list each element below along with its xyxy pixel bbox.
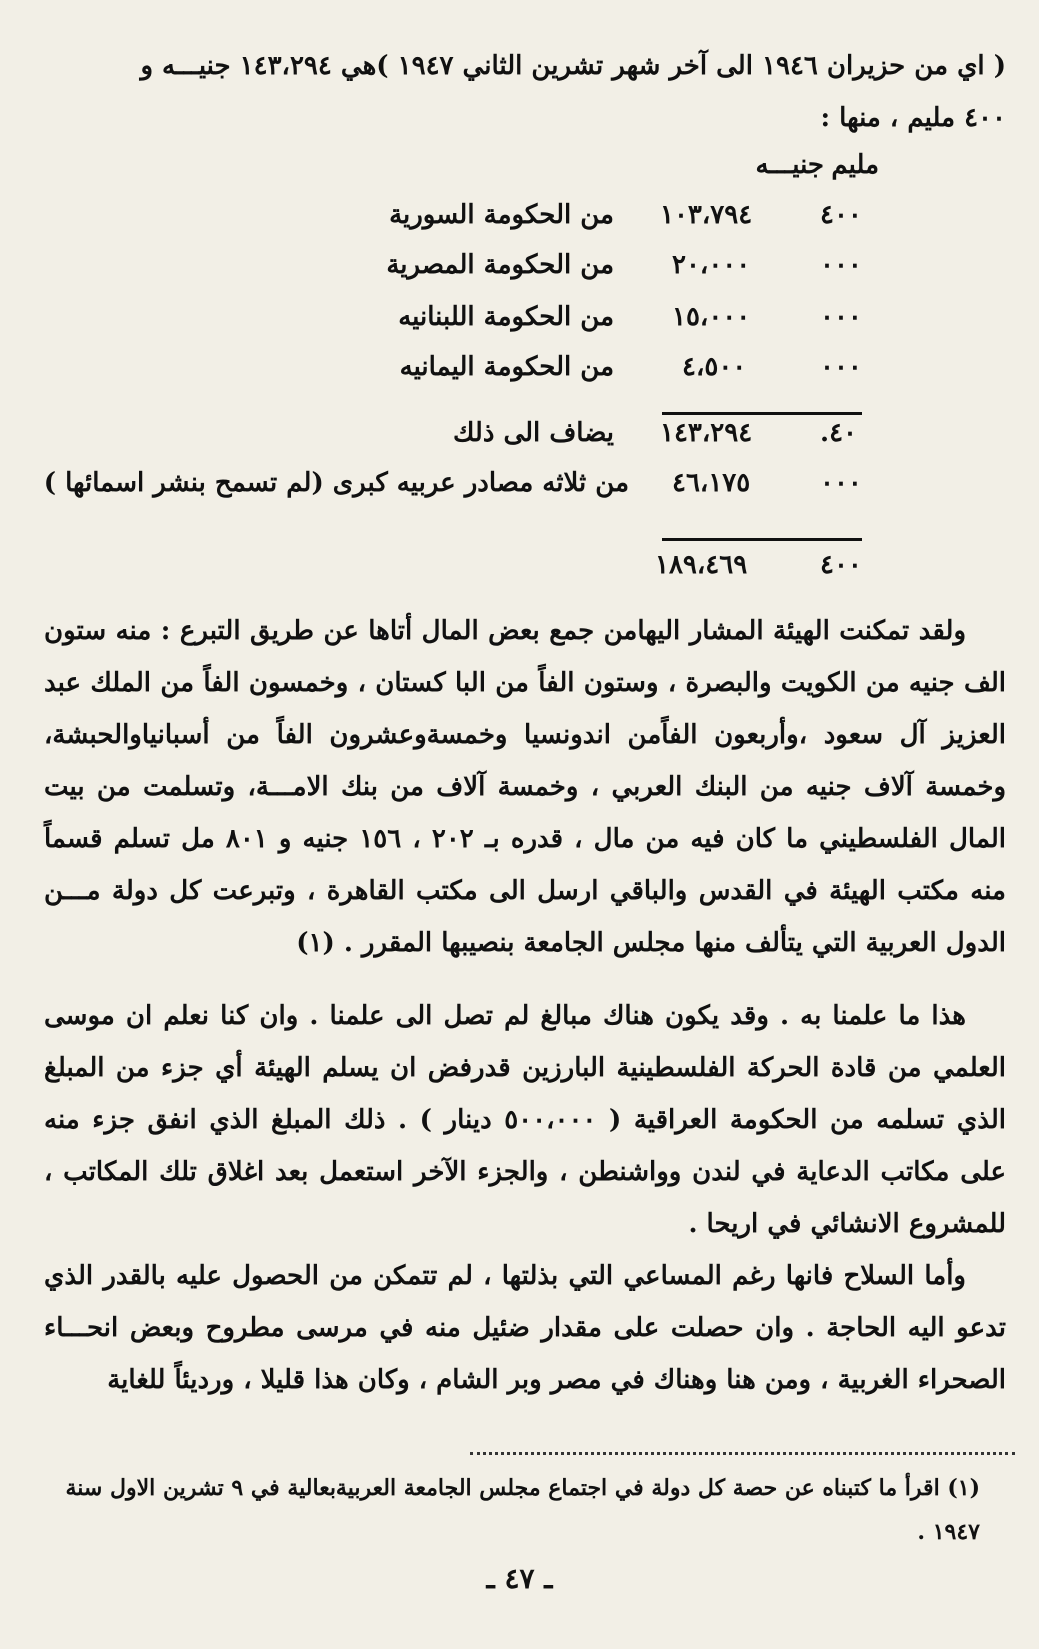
footnote: (١) اقرأ ما كتبناه عن حصة كل دولة في اجتماع مجلس الجامعة العربيةبعالية في ٩ تشرين الاول سنة ١٩٤٧ .	[65, 1475, 980, 1545]
row-pound: ١٠٣،٧٩٤	[660, 200, 753, 230]
row-millim: ٤٠٠	[820, 200, 862, 230]
page-number: ـ ٤٧ ـ	[486, 1562, 553, 1595]
header-millim: مليم	[831, 150, 879, 180]
row-millim: ٠٠٠	[820, 302, 862, 332]
row-label: من الحكومة المصرية	[386, 250, 614, 280]
extra-millim: ٠٠٠	[820, 468, 862, 498]
row-label: من الحكومة اللبنانيه	[398, 302, 614, 332]
extra-label: من ثلاثه مصادر عربيه كبرى (لم تسمح بنشر اسمائها )	[43, 468, 629, 498]
total-rule	[662, 538, 862, 541]
body-paragraph: وأما السلاح فانها رغم المساعي التي بذلتها ، لم تتمكن من الحصول عليه بالقدر الذي تدعو اليه الحاجة . وان حصلت على مقدار ضئيل منه في مرسى مطروح وبعض انحـــاء الصحراء الغربية ، ومن هنا وهناك في مصر وبر الشام ، وكان هذا قليلا ، ورديئاً للغاية	[44, 1261, 1006, 1395]
subtotal-rule	[662, 412, 862, 415]
row-pound: ٢٠،٠٠٠	[672, 250, 751, 280]
body-paragraph: هذا ما علمنا به . وقد يكون هناك مبالغ لم تصل الى علمنا . وان كنا نعلم ان موسى العلمي من قادة الحركة الفلسطينية البارزين قدرفض ان يسلم الهيئة أي جزء من المبلغ الذي تسلمه من الحكومة العراقية ( ٥٠٠،٠٠٠ دينار ) . ذلك المبلغ الذي انفق جزء منه على مكاتب الدعاية في لندن وواشنطن ، والجزء الآخر استعمل بعد اغلاق تلك المكاتب ، للمشروع الانشائي في اريحا .	[44, 1001, 1006, 1239]
total-millim: ٤٠٠	[820, 550, 862, 580]
row-millim: ٠٠٠	[820, 352, 862, 382]
intro-line-2: ٤٠٠ مليم ، منها :	[820, 103, 1006, 133]
intro-line-1: ( اي من حزيران ١٩٤٦ الى آخر شهر تشرين الثاني ١٩٤٧ )هي ١٤٣،٢٩٤ جنيـــه و	[140, 51, 1006, 81]
row-pound: ٤،٥٠٠	[682, 352, 747, 382]
subtotal-label: يضاف الى ذلك	[453, 418, 614, 448]
row-label: من الحكومة اليمانيه	[399, 352, 614, 382]
total-pound: ١٨٩،٤٦٩	[655, 550, 748, 580]
row-label: من الحكومة السورية	[389, 200, 614, 230]
row-millim: ٠٠٠	[820, 250, 862, 280]
extra-pound: ٤٦،١٧٥	[672, 468, 751, 498]
subtotal-millim: ٤٠.	[820, 418, 857, 448]
header-pound: جنيـــه	[755, 150, 824, 180]
row-pound: ١٥،٠٠٠	[672, 302, 751, 332]
subtotal-pound: ١٤٣،٢٩٤	[660, 418, 753, 448]
footnote-separator	[470, 1452, 1015, 1455]
body-paragraph: ولقد تمكنت الهيئة المشار اليهامن جمع بعض المال أتاها عن طريق التبرع : منه ستون الف جنيه من الكويت والبصرة ، وستون الفاً من البا كستان ، وخمسون الفاً من الملك عبد العزيز آل سعود ،وأربعون الفاًمن اندونسيا وخمسةوعشرون الفاً من أسبانياوالحبشة، وخمسة آلاف جنيه من البنك العربي ، وخمسة آلاف من بنك الامـــة، وتسلمت من بيت المال الفلسطيني ما كان فيه من مال ، قدره بـ ٢٠٢ ، ١٥٦ جنيه و ٨٠١ مل تسلم قسماً منه مكتب الهيئة في القدس والباقي ارسل الى مكتب القاهرة ، وتبرعت كل دولة مـــن الدول العربية التي يتألف منها مجلس الجامعة بنصيبها المقرر . (١)	[44, 616, 1006, 958]
